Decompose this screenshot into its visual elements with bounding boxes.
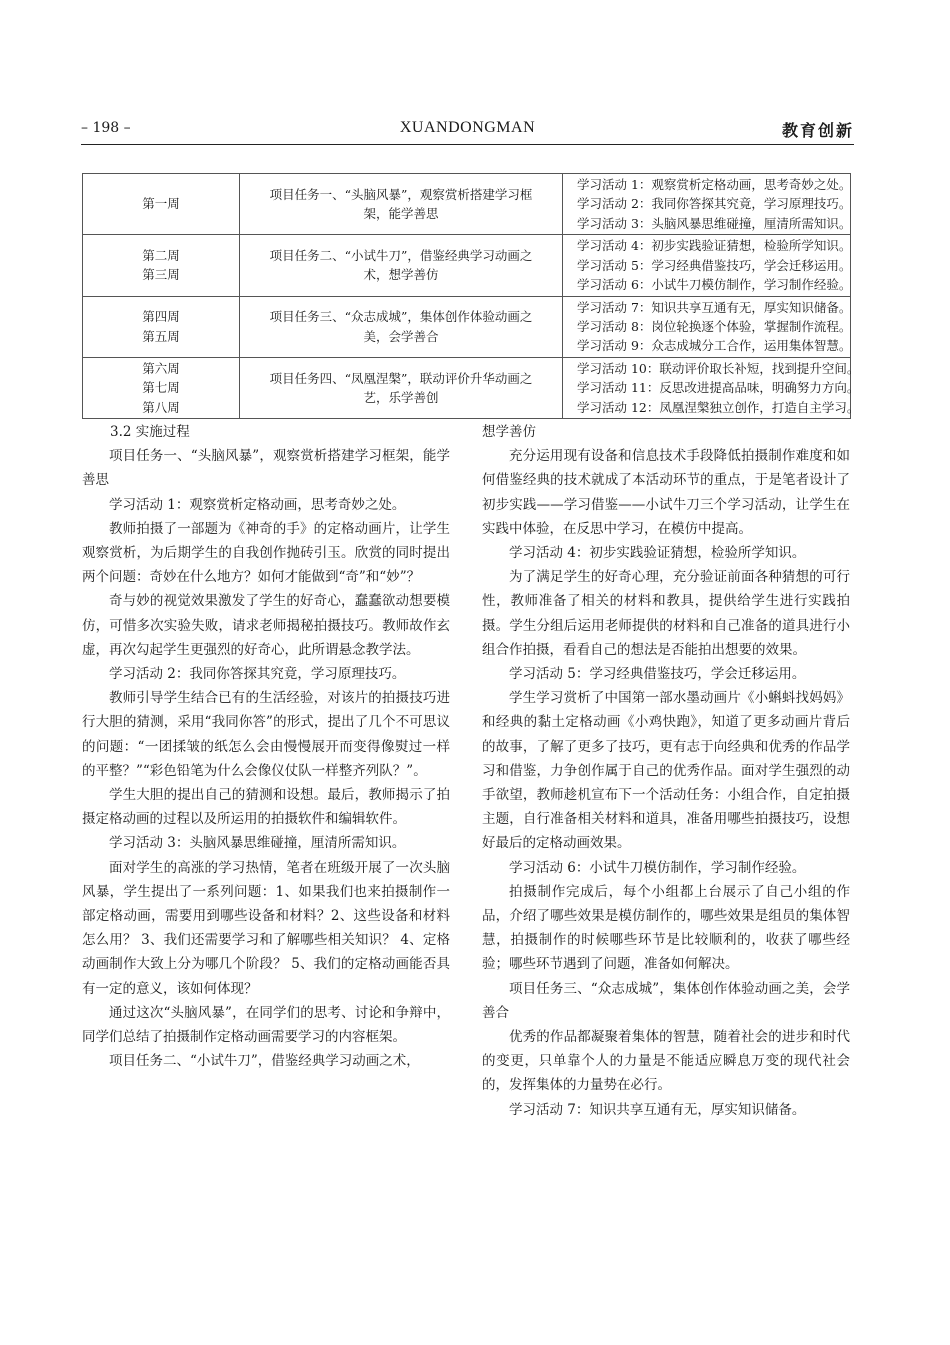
activity-item: 学习活动 3：头脑风暴思维碰撞，厘清所需知识。 xyxy=(577,215,852,231)
paragraph: 教师拍摄了一部题为《神奇的手》的定格动画片，让学生观察赏析，为后期学生的自我创作抛砖引玉。欣赏的同时提出两个问题：奇妙在什么地方？如何才能做到“奇”和“妙”？ xyxy=(82,520,450,586)
paragraph: 优秀的作品都凝聚着集体的智慧，随着社会的进步和时代的变更，只单靠个人的力量是不能适应瞬息万变的现代社会的，发挥集体的力量势在必行。 xyxy=(482,1029,850,1094)
paragraph: 充分运用现有设备和信息技术手段降低拍摄制作难度和如何借鉴经典的技术就成了本活动环节的重点，于是笔者设计了初步实践——学习借鉴——小试牛刀三个学习活动，让学生在实践中体验，在反思中学习，在模仿中提高。 xyxy=(482,448,850,537)
activity-item: 学习活动 9：众志成城分工合作，运用集体智慧。 xyxy=(577,338,852,354)
activity-item: 学习活动 2：我同你答探其究竟，学习原理技巧。 xyxy=(577,196,852,212)
week-label: 第一周 xyxy=(142,196,180,212)
week-cell xyxy=(83,357,240,418)
activities-cell xyxy=(563,235,851,296)
activity-item: 学习活动 1：观察赏析定格动画，思考奇妙之处。 xyxy=(577,177,852,193)
activity-plan-table xyxy=(82,173,860,419)
activities-cell xyxy=(563,357,860,418)
activity-heading: 学习活动 1：观察赏析定格动画，思考奇妙之处。 xyxy=(109,496,406,513)
activity-item: 学习活动 4：初步实践验证猜想，检验所学知识。 xyxy=(577,238,852,254)
activities-cell xyxy=(563,174,851,235)
week-cell xyxy=(83,296,240,357)
paragraph: 教师引导学生结合已有的生活经验，对该片的拍摄技巧进行大胆的猜测，采用“我同你答”的形式，提出了几个不可思议的问题：“一团揉皱的纸怎么会由慢慢展开而变得像熨过一样的平整？”“彩色铅笔为什么会像仪仗队一样整齐列队？”。 xyxy=(82,690,450,779)
activity-item: 学习活动 10：联动评价取长补短，找到提升空间。 xyxy=(577,360,860,376)
page-header xyxy=(81,120,854,145)
table-row xyxy=(83,296,851,357)
activity-heading: 学习活动 3：头脑风暴思维碰撞，厘清所需知识。 xyxy=(109,835,406,852)
activity-heading: 学习活动 5：学习经典借鉴技巧，学会迁移运用。 xyxy=(509,666,806,683)
week-label: 第四周 xyxy=(142,309,180,325)
section-heading: 3.2 实施过程 xyxy=(110,424,190,440)
section-name: 教育创新 xyxy=(781,121,854,140)
task-cell: 项目任务四、“凤凰涅槃”，联动评价升华动画之艺，乐学善创 xyxy=(240,357,563,418)
page-number: – 198 – xyxy=(81,120,131,136)
task-heading: 项目任务一、“头脑风暴”，观察赏析搭建学习框架，能学善思 xyxy=(82,448,450,489)
activity-heading: 学习活动 4：初步实践验证猜想，检验所学知识。 xyxy=(509,545,806,562)
paragraph: 奇与妙的视觉效果激发了学生的好奇心，蠢蠢欲动想要模仿，可惜多次实验失败，请求老师揭秘拍摄技巧。教师故作玄虚，再次勾起学生更强烈的好奇心，此所谓悬念教学法。 xyxy=(82,593,450,658)
activities-cell xyxy=(563,296,851,357)
week-label: 第五周 xyxy=(142,328,180,344)
activity-heading: 学习活动 7：知识共享互通有无，厚实知识储备。 xyxy=(509,1101,806,1118)
task-cell: 项目任务三、“众志成城”，集体创作体验动画之美，会学善合 xyxy=(240,296,563,357)
paragraph: 面对学生的高涨的学习热情，笔者在班级开展了一次头脑风暴，学生提出了一系列问题：1、如果我们也来拍摄制作一部定格动画，需要用到哪些设备和材料？2、这些设备和材料怎么用？ 3、我们还需要学习和了解哪些相关知识？ 4、定格动画制作大致上分为哪几个阶段？ 5、我们的定格动画能否具有一定的意义，该如何体现？ xyxy=(82,859,450,997)
journal-name: XUANDONGMAN xyxy=(399,119,536,136)
week-label: 第七周 xyxy=(142,380,180,396)
task-heading: 项目任务三、“众志成城”，集体创作体验动画之美，会学善合 xyxy=(482,980,850,1021)
task-heading-continued: 想学善仿 xyxy=(482,424,536,440)
week-label: 第六周 xyxy=(142,360,180,376)
right-column xyxy=(482,420,850,1122)
left-column xyxy=(82,420,450,1073)
table-row xyxy=(83,357,851,418)
week-cell xyxy=(83,174,240,235)
activity-item: 学习活动 12：凤凰涅槃独立创作，打造自主学习。 xyxy=(577,399,860,415)
activity-item: 学习活动 11：反思改进提高品味，明确努力方向。 xyxy=(577,380,860,396)
paragraph: 学生学习赏析了中国第一部水墨动画片《小蝌蚪找妈妈》和经典的黏土定格动画《小鸡快跑》，知道了更多动画片背后的故事，了解了更多了技巧，更有志于向经典和优秀的作品学习和借鉴，力争创作属于自己的优秀作品。面对学生强烈的动手欲望，教师趁机宣布下一个活动任务：小组合作，自定拍摄主题，自行准备相关材料和道具，准备用哪些拍摄技巧，设想好最后的定格动画效果。 xyxy=(482,690,850,852)
task-cell: 项目任务二、“小试牛刀”，借鉴经典学习动画之术，想学善仿 xyxy=(240,235,563,296)
table-row xyxy=(83,174,851,235)
week-label: 第二周 xyxy=(142,248,180,263)
table-row xyxy=(83,235,851,296)
week-cell xyxy=(83,235,240,296)
task-heading: 项目任务二、“小试牛刀”，借鉴经典学习动画之术， xyxy=(109,1053,420,1070)
paragraph: 学生大胆的提出自己的猜测和设想。最后，教师揭示了拍摄定格动画的过程以及所运用的拍摄软件和编辑软件。 xyxy=(82,787,450,828)
task-cell: 项目任务一、“头脑风暴”，观察赏析搭建学习框架，能学善思 xyxy=(240,174,563,235)
activity-item: 学习活动 6：小试牛刀模仿制作，学习制作经验。 xyxy=(577,277,852,293)
week-label: 第三周 xyxy=(142,267,180,283)
activity-heading: 学习活动 6：小试牛刀模仿制作，学习制作经验。 xyxy=(509,859,806,876)
activity-heading: 学习活动 2：我同你答探其究竟，学习原理技巧。 xyxy=(109,666,406,683)
activity-item: 学习活动 7：知识共享互通有无，厚实知识储备。 xyxy=(577,299,852,315)
activity-item: 学习活动 8：岗位轮换逐个体验，掌握制作流程。 xyxy=(577,318,852,334)
paragraph: 通过这次“头脑风暴”，在同学们的思考、讨论和争辩中，同学们总结了拍摄制作定格动画需要学习的内容框架。 xyxy=(82,1004,450,1046)
paragraph: 拍摄制作完成后，每个小组都上台展示了自己小组的作品，介绍了哪些效果是模仿制作的，哪些效果是组员的集体智慧，拍摄制作的时候哪些环节是比较顺利的，收获了哪些经验；哪些环节遇到了问题，准备如何解决。 xyxy=(482,883,850,973)
week-label: 第八周 xyxy=(142,399,180,415)
activity-item: 学习活动 5：学习经典借鉴技巧，学会迁移运用。 xyxy=(577,257,852,273)
paragraph: 为了满足学生的好奇心理，充分验证前面各种猜想的可行性，教师准备了相关的材料和教具，提供给学生进行实践拍摄。学生分组后运用老师提供的材料和自己准备的道具进行小组合作拍摄，看看自己的想法是否能拍出想要的效果。 xyxy=(482,569,850,658)
